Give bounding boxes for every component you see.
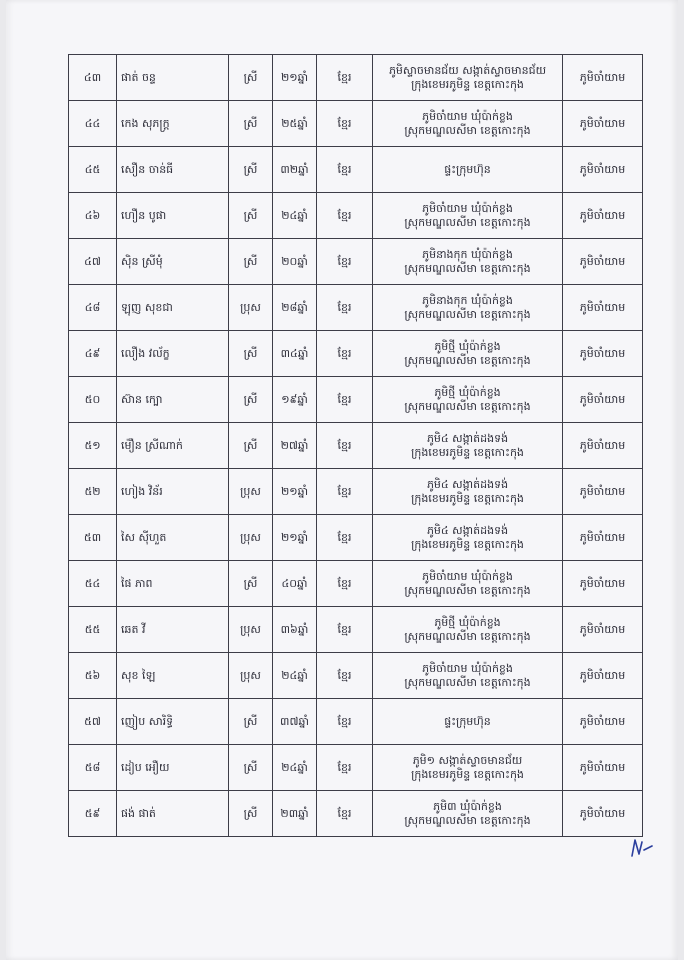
nationality-cell: ខ្មែរ bbox=[317, 423, 373, 469]
village-cell: ភូមិចាំយាម bbox=[563, 377, 643, 423]
age-cell: ៤០ឆ្នាំ bbox=[273, 561, 317, 607]
village-cell: ភូមិចាំយាម bbox=[563, 607, 643, 653]
age-cell: ២១ឆ្នាំ bbox=[273, 469, 317, 515]
address-line: ក្រុងខេមរភូមិន្ទ ខេត្តកោះកុង bbox=[411, 77, 524, 91]
address-line: ស្រុកមណ្ឌលសីមា ខេត្តកោះកុង bbox=[404, 675, 531, 689]
person-name: ស៊ាន ក្បោ bbox=[117, 377, 229, 423]
nationality-cell: ខ្មែរ bbox=[317, 607, 373, 653]
row-number: ៥៥ bbox=[69, 607, 117, 653]
row-number: ៤៨ bbox=[69, 285, 117, 331]
row-number: ៥៦ bbox=[69, 653, 117, 699]
person-name: កេង សុភក្ត្រ bbox=[117, 101, 229, 147]
sex-cell: ប្រុស bbox=[229, 653, 273, 699]
address-line: ក្រុងខេមរភូមិន្ទ ខេត្តកោះកុង bbox=[411, 491, 524, 505]
person-name: ផង់ ផាត់ bbox=[117, 791, 229, 837]
row-number: ៤៧ bbox=[69, 239, 117, 285]
address-cell bbox=[373, 699, 563, 745]
row-number: ៤៩ bbox=[69, 331, 117, 377]
address-line: ស្រុកមណ្ឌលសីមា ខេត្តកោះកុង bbox=[404, 215, 531, 229]
row-number: ៥៩ bbox=[69, 791, 117, 837]
sex-cell: ប្រុស bbox=[229, 469, 273, 515]
village-cell: ភូមិចាំយាម bbox=[563, 469, 643, 515]
village-cell: ភូមិចាំយាម bbox=[563, 193, 643, 239]
person-name: ផៃ ភាព bbox=[117, 561, 229, 607]
address-line: ផ្ទះក្រុមហ៊ុន bbox=[444, 714, 491, 728]
nationality-cell: ខ្មែរ bbox=[317, 791, 373, 837]
table-row bbox=[69, 515, 643, 561]
nationality-cell: ខ្មែរ bbox=[317, 331, 373, 377]
nationality-cell: ខ្មែរ bbox=[317, 653, 373, 699]
table-row bbox=[69, 147, 643, 193]
village-cell: ភូមិចាំយាម bbox=[563, 285, 643, 331]
village-cell: ភូមិចាំយាម bbox=[563, 423, 643, 469]
handwritten-initials-icon bbox=[626, 836, 656, 860]
address-line: ភូមិ៣ ឃុំប៉ាក់ខ្លង bbox=[433, 799, 502, 813]
person-name: សុខ ឡៃ bbox=[117, 653, 229, 699]
sex-cell: ស្រី bbox=[229, 561, 273, 607]
address-line: ស្រុកមណ្ឌលសីមា ខេត្តកោះកុង bbox=[404, 261, 531, 275]
table-row bbox=[69, 469, 643, 515]
person-name: ដៀប អឿយ bbox=[117, 745, 229, 791]
sex-cell: ស្រី bbox=[229, 147, 273, 193]
row-number: ៥៣ bbox=[69, 515, 117, 561]
sex-cell: ស្រី bbox=[229, 239, 273, 285]
nationality-cell: ខ្មែរ bbox=[317, 515, 373, 561]
address-line: ក្រុងខេមរភូមិន្ទ ខេត្តកោះកុង bbox=[411, 537, 524, 551]
address-cell bbox=[373, 423, 563, 469]
address-cell bbox=[373, 791, 563, 837]
row-number: ៥៧ bbox=[69, 699, 117, 745]
age-cell: ២៣ឆ្នាំ bbox=[273, 791, 317, 837]
row-number: ៤៤ bbox=[69, 101, 117, 147]
age-cell: ៣៤ឆ្នាំ bbox=[273, 331, 317, 377]
address-cell bbox=[373, 193, 563, 239]
sex-cell: ស្រី bbox=[229, 101, 273, 147]
age-cell: ២១ឆ្នាំ bbox=[273, 55, 317, 101]
address-line: ស្រុកមណ្ឌលសីមា ខេត្តកោះកុង bbox=[404, 399, 531, 413]
address-cell bbox=[373, 515, 563, 561]
table-row bbox=[69, 101, 643, 147]
row-number: ៥៨ bbox=[69, 745, 117, 791]
person-name: ឆេត វី bbox=[117, 607, 229, 653]
address-cell bbox=[373, 147, 563, 193]
person-name: លឿង វល័ក្ខ bbox=[117, 331, 229, 377]
address-line: ក្រុងខេមរភូមិន្ទ ខេត្តកោះកុង bbox=[411, 767, 524, 781]
sex-cell: ស្រី bbox=[229, 193, 273, 239]
person-name: ញៀប សារិទ្ធិ bbox=[117, 699, 229, 745]
table-row bbox=[69, 239, 643, 285]
table-row bbox=[69, 607, 643, 653]
age-cell: ២៤ឆ្នាំ bbox=[273, 193, 317, 239]
nationality-cell: ខ្មែរ bbox=[317, 239, 373, 285]
address-cell bbox=[373, 377, 563, 423]
person-name: ម៉ឿន ស្រីណាក់ bbox=[117, 423, 229, 469]
address-cell bbox=[373, 561, 563, 607]
village-cell: ភូមិចាំយាម bbox=[563, 561, 643, 607]
age-cell: ២០ឆ្នាំ bbox=[273, 239, 317, 285]
roster-table bbox=[68, 54, 643, 837]
sex-cell: ស្រី bbox=[229, 791, 273, 837]
address-line: ស្រុកមណ្ឌលសីមា ខេត្តកោះកុង bbox=[404, 583, 531, 597]
address-line: ស្រុកមណ្ឌលសីមា ខេត្តកោះកុង bbox=[404, 353, 531, 367]
village-cell: ភូមិចាំយាម bbox=[563, 331, 643, 377]
person-name: ស៊ិន ស្រីមុំ bbox=[117, 239, 229, 285]
sex-cell: ស្រី bbox=[229, 745, 273, 791]
nationality-cell: ខ្មែរ bbox=[317, 193, 373, 239]
address-line: ភូមិថ្មី ឃុំប៉ាក់ខ្លង bbox=[434, 339, 501, 353]
row-number: ៤៦ bbox=[69, 193, 117, 239]
address-line: ភូមិ៤ សង្កាត់ដងទង់ bbox=[426, 431, 509, 445]
row-number: ៥០ bbox=[69, 377, 117, 423]
address-line: ភូមិនាងកុក ឃុំប៉ាក់ខ្លង bbox=[422, 293, 513, 307]
age-cell: ៣២ឆ្នាំ bbox=[273, 147, 317, 193]
village-cell: ភូមិចាំយាម bbox=[563, 745, 643, 791]
sex-cell: ស្រី bbox=[229, 331, 273, 377]
age-cell: ៣៦ឆ្នាំ bbox=[273, 607, 317, 653]
address-line: ស្រុកមណ្ឌលសីមា ខេត្តកោះកុង bbox=[404, 629, 531, 643]
address-cell bbox=[373, 55, 563, 101]
sex-cell: ស្រី bbox=[229, 699, 273, 745]
nationality-cell: ខ្មែរ bbox=[317, 101, 373, 147]
village-cell: ភូមិចាំយាម bbox=[563, 239, 643, 285]
address-line: ភូមិ១ សង្កាត់ស្ទាចមានជ័យ bbox=[412, 753, 523, 767]
address-line: ភូមិ៤ សង្កាត់ដងទង់ bbox=[426, 477, 509, 491]
address-cell bbox=[373, 607, 563, 653]
age-cell: ១៩ឆ្នាំ bbox=[273, 377, 317, 423]
nationality-cell: ខ្មែរ bbox=[317, 377, 373, 423]
row-number: ៤៣ bbox=[69, 55, 117, 101]
age-cell: ២១ឆ្នាំ bbox=[273, 515, 317, 561]
address-line: ភូមិចាំយាម ឃុំប៉ាក់ខ្លង bbox=[422, 109, 513, 123]
age-cell: ២៧ឆ្នាំ bbox=[273, 423, 317, 469]
address-cell bbox=[373, 745, 563, 791]
address-line: ភូមិស្ទាចមានជ័យ សង្កាត់ស្ទាចមានជ័យ bbox=[388, 63, 547, 77]
nationality-cell: ខ្មែរ bbox=[317, 745, 373, 791]
village-cell: ភូមិចាំយាម bbox=[563, 515, 643, 561]
nationality-cell: ខ្មែរ bbox=[317, 55, 373, 101]
row-number: ៥១ bbox=[69, 423, 117, 469]
nationality-cell: ខ្មែរ bbox=[317, 561, 373, 607]
row-number: ៤៥ bbox=[69, 147, 117, 193]
table-row bbox=[69, 377, 643, 423]
address-cell bbox=[373, 239, 563, 285]
document-page bbox=[6, 0, 678, 960]
person-name: សៃ ស៊ីហួត bbox=[117, 515, 229, 561]
table-row bbox=[69, 745, 643, 791]
address-cell bbox=[373, 469, 563, 515]
person-name: ផាត់ ចន្ទ bbox=[117, 55, 229, 101]
person-name: សឿន ចាន់ធី bbox=[117, 147, 229, 193]
age-cell: ២៤ឆ្នាំ bbox=[273, 653, 317, 699]
table-row bbox=[69, 423, 643, 469]
address-cell bbox=[373, 101, 563, 147]
roster-body bbox=[69, 55, 643, 837]
village-cell: ភូមិចាំយាម bbox=[563, 791, 643, 837]
row-number: ៥៤ bbox=[69, 561, 117, 607]
sex-cell: ស្រី bbox=[229, 55, 273, 101]
address-line: ភូមិថ្មី ឃុំប៉ាក់ខ្លង bbox=[434, 385, 501, 399]
address-line: ភូមិ៤ សង្កាត់ដងទង់ bbox=[426, 523, 509, 537]
address-cell bbox=[373, 653, 563, 699]
age-cell: ២៥ឆ្នាំ bbox=[273, 101, 317, 147]
address-line: ភូមិចាំយាម ឃុំប៉ាក់ខ្លង bbox=[422, 201, 513, 215]
table-row bbox=[69, 55, 643, 101]
sex-cell: ប្រុស bbox=[229, 285, 273, 331]
village-cell: ភូមិចាំយាម bbox=[563, 55, 643, 101]
person-name: ហៀង វិន័រ bbox=[117, 469, 229, 515]
address-line: ស្រុកមណ្ឌលសីមា ខេត្តកោះកុង bbox=[404, 813, 531, 827]
nationality-cell: ខ្មែរ bbox=[317, 469, 373, 515]
address-line: ភូមិចាំយាម ឃុំប៉ាក់ខ្លង bbox=[422, 661, 513, 675]
table-row bbox=[69, 331, 643, 377]
table-row bbox=[69, 561, 643, 607]
village-cell: ភូមិចាំយាម bbox=[563, 653, 643, 699]
address-line: ផ្ទះក្រុមហ៊ុន bbox=[444, 162, 491, 176]
table-row bbox=[69, 791, 643, 837]
table-row bbox=[69, 699, 643, 745]
nationality-cell: ខ្មែរ bbox=[317, 699, 373, 745]
address-line: ភូមិនាងកុក ឃុំប៉ាក់ខ្លង bbox=[422, 247, 513, 261]
village-cell: ភូមិចាំយាម bbox=[563, 699, 643, 745]
person-name: ឡុញ សុខជា bbox=[117, 285, 229, 331]
address-cell bbox=[373, 331, 563, 377]
age-cell: ២៨ឆ្នាំ bbox=[273, 285, 317, 331]
person-name: ហឿន បូផា bbox=[117, 193, 229, 239]
address-line: ក្រុងខេមរភូមិន្ទ ខេត្តកោះកុង bbox=[411, 445, 524, 459]
table-row bbox=[69, 285, 643, 331]
sex-cell: ប្រុស bbox=[229, 607, 273, 653]
table-row bbox=[69, 653, 643, 699]
age-cell: ៣៧ឆ្នាំ bbox=[273, 699, 317, 745]
sex-cell: ប្រុស bbox=[229, 515, 273, 561]
village-cell: ភូមិចាំយាម bbox=[563, 101, 643, 147]
address-line: ភូមិថ្មី ឃុំប៉ាក់ខ្លង bbox=[434, 615, 501, 629]
table-row bbox=[69, 193, 643, 239]
row-number: ៥២ bbox=[69, 469, 117, 515]
sex-cell: ស្រី bbox=[229, 423, 273, 469]
address-line: ស្រុកមណ្ឌលសីមា ខេត្តកោះកុង bbox=[404, 307, 531, 321]
address-line: ស្រុកមណ្ឌលសីមា ខេត្តកោះកុង bbox=[404, 123, 531, 137]
sex-cell: ស្រី bbox=[229, 377, 273, 423]
village-cell: ភូមិចាំយាម bbox=[563, 147, 643, 193]
nationality-cell: ខ្មែរ bbox=[317, 147, 373, 193]
address-line: ភូមិចាំយាម ឃុំប៉ាក់ខ្លង bbox=[422, 569, 513, 583]
age-cell: ២៤ឆ្នាំ bbox=[273, 745, 317, 791]
nationality-cell: ខ្មែរ bbox=[317, 285, 373, 331]
address-cell bbox=[373, 285, 563, 331]
